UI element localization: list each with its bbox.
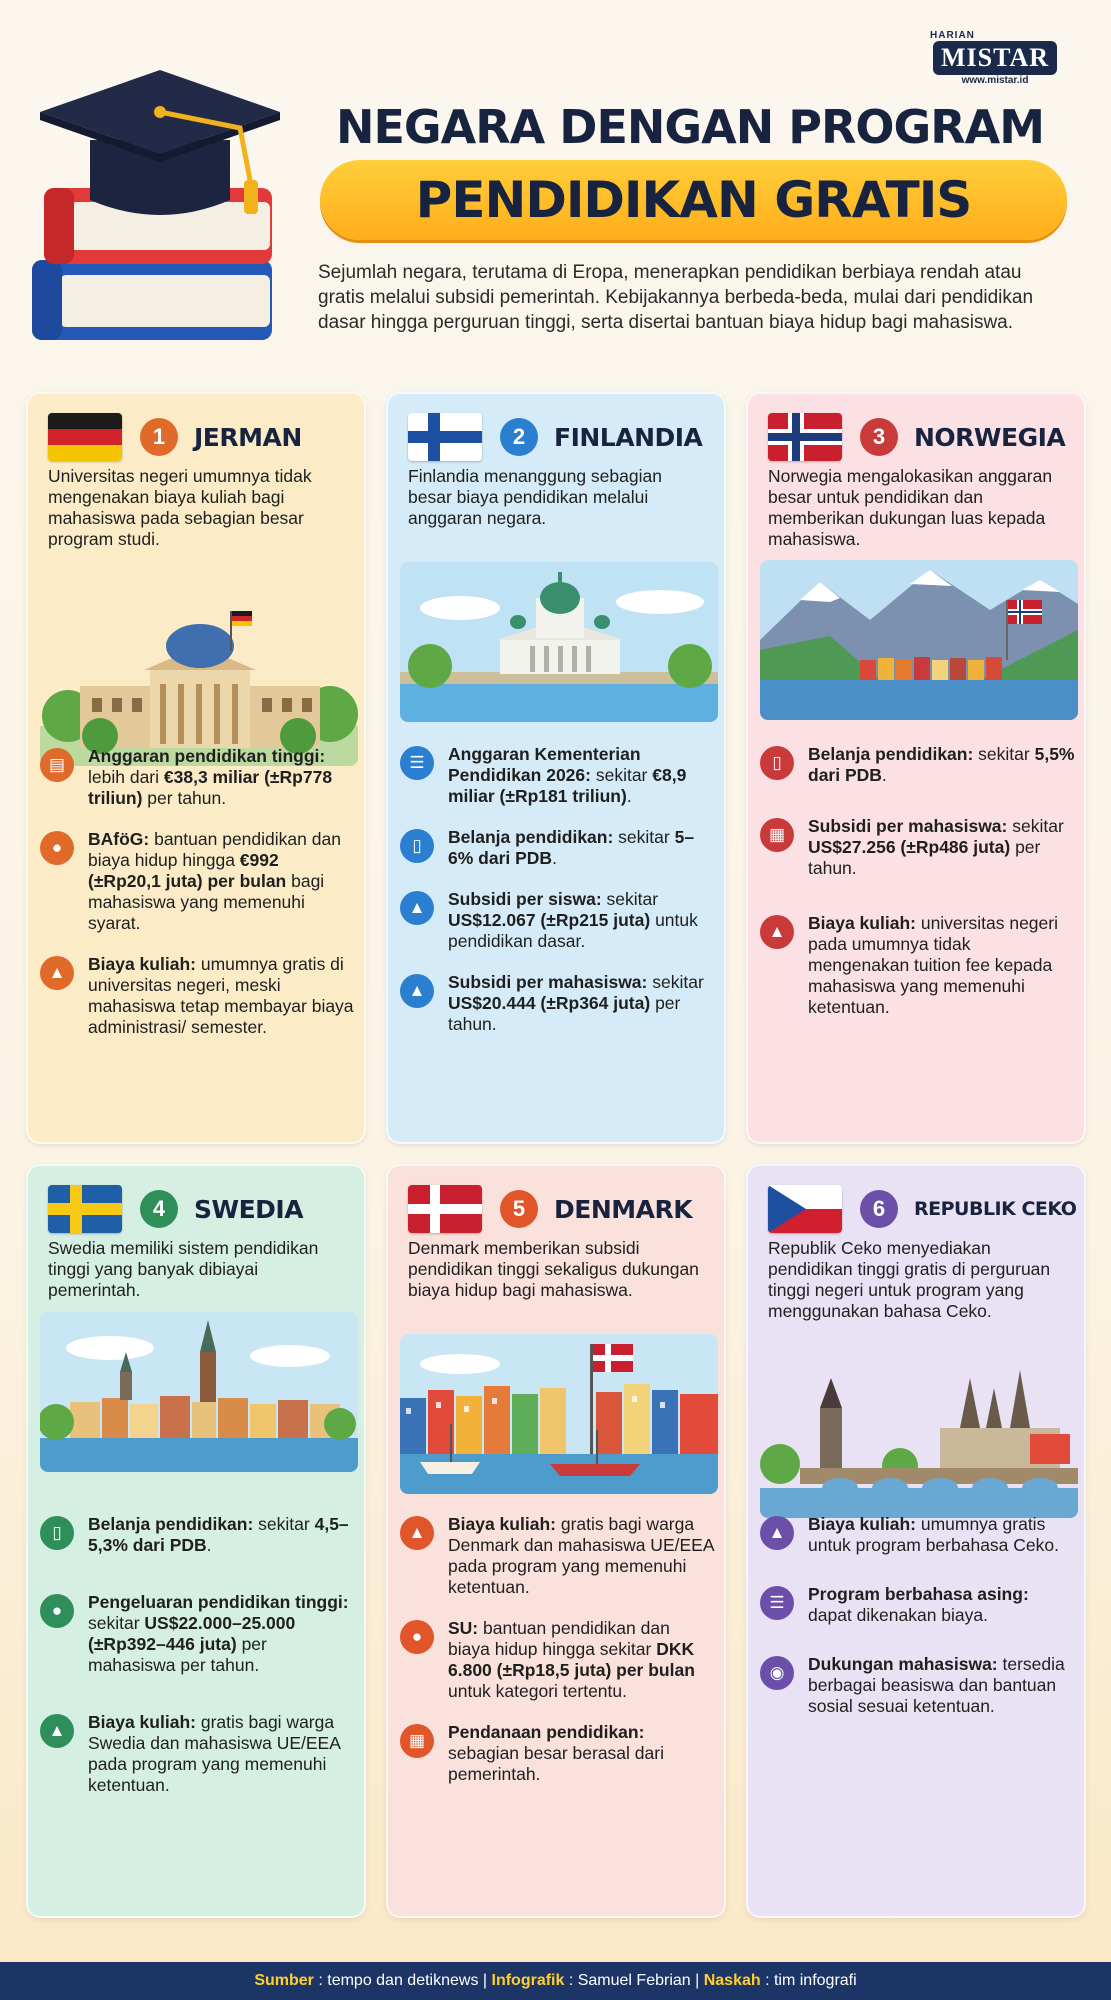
country-description: Republik Ceko menyediakan pendidikan tinggi gratis di perguruan tinggi negeri untuk program yang menggunakan bahasa Ceko. bbox=[768, 1238, 1051, 1321]
header bbox=[0, 0, 1111, 380]
norway-fjord-illustration bbox=[760, 560, 1078, 720]
country-name: SWEDIA bbox=[194, 1194, 304, 1224]
list-item: ▦ Pendanaan pendidikan: sebagian besar berasal dari pemerintah. bbox=[400, 1722, 716, 1785]
list-item: ● Pengeluaran pendidikan tinggi: sekitar US$22.000–25.000 (±Rp392–446 juta) per mahasiswa per tahun. bbox=[40, 1592, 356, 1676]
footer-separator: | bbox=[690, 1972, 704, 1989]
list-item: ▯ Belanja pendidikan: sekitar 4,5–5,3% dari PDB. bbox=[40, 1514, 356, 1556]
card-finlandia bbox=[386, 392, 726, 1144]
intro-paragraph: Sejumlah negara, terutama di Eropa, menerapkan pendidikan berbiaya rendah atau gratis melalui subsidi pemerintah. Kebijakannya berbeda-beda, mulai dari pendidikan dasar hingga perguruan tinggi, serta disertai bantuan biaya hidup bagi mahasiswa. bbox=[318, 262, 1034, 333]
document-icon: ☰ bbox=[760, 1586, 794, 1620]
card-norwegia bbox=[746, 392, 1086, 1144]
info-list bbox=[400, 1514, 716, 1805]
list-item: ▲ Biaya kuliah: umumnya gratis untuk program berbahasa Ceko. bbox=[760, 1514, 1076, 1556]
graduation-books-icon bbox=[30, 70, 290, 360]
graduation-cap-icon: ▲ bbox=[40, 1714, 74, 1748]
card-republik-ceko bbox=[746, 1164, 1086, 1918]
finland-flag-icon bbox=[408, 413, 482, 461]
footer-script-value: : tim infografi bbox=[760, 1972, 857, 1989]
helsinki-cathedral-illustration bbox=[400, 562, 718, 722]
norway-flag-icon bbox=[768, 413, 842, 461]
list-item: ▲ Subsidi per mahasiswa: sekitar US$20.444 (±Rp364 juta) per tahun. bbox=[400, 972, 716, 1035]
number-badge: 6 bbox=[860, 1190, 898, 1228]
user-icon: ● bbox=[40, 831, 74, 865]
page-subtitle-pill: PENDIDIKAN GRATIS bbox=[320, 160, 1067, 240]
list-item: ☰ Program berbahasa asing: dapat dikenakan biaya. bbox=[760, 1584, 1076, 1626]
prague-castle-bridge-illustration bbox=[760, 1358, 1078, 1518]
list-item: ▲ Biaya kuliah: umumnya gratis di universitas negeri, meski mahasiswa tetap membayar biaya administrasi/ semester. bbox=[40, 954, 356, 1038]
list-item: ▦ Subsidi per mahasiswa: sekitar US$27.256 (±Rp486 juta) per tahun. bbox=[760, 816, 1076, 879]
country-name: NORWEGIA bbox=[914, 422, 1066, 452]
card-jerman bbox=[26, 392, 366, 1144]
university-building-illustration bbox=[40, 606, 358, 766]
footer-separator: | bbox=[478, 1972, 492, 1989]
country-description: Denmark memberikan subsidi pendidikan tinggi sekaligus dukungan biaya hidup bagi mahasiswa. bbox=[408, 1238, 699, 1300]
info-list bbox=[760, 744, 1076, 1038]
country-name: FINLANDIA bbox=[554, 422, 703, 452]
chart-icon: ▯ bbox=[400, 829, 434, 863]
number-badge: 1 bbox=[140, 418, 178, 456]
logo-url: www.mistar.id bbox=[961, 75, 1029, 86]
logo-top-text: HARIAN bbox=[930, 30, 975, 41]
graduation-cap-icon: ▲ bbox=[400, 1516, 434, 1550]
nyhavn-harbor-illustration bbox=[400, 1334, 718, 1494]
denmark-flag-icon bbox=[408, 1185, 482, 1233]
info-list bbox=[400, 744, 716, 1055]
number-badge: 3 bbox=[860, 418, 898, 456]
czech-flag-icon bbox=[768, 1185, 842, 1233]
school-icon: ▲ bbox=[400, 891, 434, 925]
sweden-flag-icon bbox=[48, 1185, 122, 1233]
card-swedia bbox=[26, 1164, 366, 1918]
country-description: Swedia memiliki sistem pendidikan tinggi yang banyak dibiayai pemerintah. bbox=[48, 1238, 319, 1300]
list-item: ▲ Biaya kuliah: gratis bagi warga Swedia dan mahasiswa UE/EEA pada program yang memenuhi ketentuan. bbox=[40, 1712, 356, 1796]
logo-name: MISTAR bbox=[933, 41, 1057, 75]
mistar-logo[interactable] bbox=[926, 30, 1064, 92]
list-item: ▯ Belanja pendidikan: sekitar 5–6% dari PDB. bbox=[400, 827, 716, 869]
building-icon: ▦ bbox=[760, 818, 794, 852]
graduation-cap-icon: ▲ bbox=[760, 915, 794, 949]
page-title: NEGARA DENGAN PROGRAM bbox=[335, 100, 1045, 154]
list-item: ▯ Belanja pendidikan: sekitar 5,5% dari PDB. bbox=[760, 744, 1076, 786]
number-badge: 5 bbox=[500, 1190, 538, 1228]
group-icon: ◉ bbox=[760, 1656, 794, 1690]
footer-source-value: : tempo dan detiknews bbox=[313, 1972, 479, 1989]
footer-source-label: Sumber bbox=[254, 1972, 314, 1989]
list-item: ▲ Biaya kuliah: gratis bagi warga Denmark dan mahasiswa UE/EEA pada program yang memenuhi ketentuan. bbox=[400, 1514, 716, 1598]
document-icon: ☰ bbox=[400, 746, 434, 780]
list-item: ● SU: bantuan pendidikan dan biaya hidup hingga sekitar DKK 6.800 (±Rp18,5 juta) per bulan untuk kategori tertentu. bbox=[400, 1618, 716, 1702]
footer-infographic-label: Infografik bbox=[491, 1972, 565, 1989]
info-list bbox=[40, 746, 356, 1058]
number-badge: 2 bbox=[500, 418, 538, 456]
stockholm-old-town-illustration bbox=[40, 1312, 358, 1472]
bank-icon: ▦ bbox=[400, 1724, 434, 1758]
list-item: ▲ Biaya kuliah: universitas negeri pada umumnya tidak mengenakan tuition fee kepada mahasiswa yang memenuhi ketentuan. bbox=[760, 913, 1076, 1018]
graduation-cap-icon: ▲ bbox=[40, 956, 74, 990]
info-list bbox=[40, 1514, 356, 1816]
chart-icon: ▯ bbox=[40, 1516, 74, 1550]
country-name: REPUBLIK CEKO bbox=[914, 1198, 1077, 1220]
footer-script-label: Naskah bbox=[703, 1972, 761, 1989]
info-list bbox=[760, 1514, 1076, 1737]
country-description: Universitas negeri umumnya tidak mengenakan biaya kuliah bagi mahasiswa pada sebagian besar program studi. bbox=[48, 466, 312, 549]
user-icon: ● bbox=[400, 1620, 434, 1654]
footer-infographic-value: : Samuel Febrian bbox=[564, 1972, 691, 1989]
card-denmark bbox=[386, 1164, 726, 1918]
user-icon: ● bbox=[40, 1594, 74, 1628]
chart-icon: ▯ bbox=[760, 746, 794, 780]
country-description: Finlandia menanggung sebagian besar biaya pendidikan melalui anggaran negara. bbox=[408, 466, 662, 528]
number-badge: 4 bbox=[140, 1190, 178, 1228]
graduation-cap-icon: ▲ bbox=[760, 1516, 794, 1550]
list-item: ● BAföG: bantuan pendidikan dan biaya hidup hingga €992 (±Rp20,1 juta) per bulan bagi mahasiswa yang memenuhi syarat. bbox=[40, 829, 356, 934]
germany-flag-icon bbox=[48, 413, 122, 461]
list-item: ▤ Anggaran pendidikan tinggi: lebih dari €38,3 miliar (±Rp778 triliun) per tahun. bbox=[40, 746, 356, 809]
list-item: ▲ Subsidi per siswa: sekitar US$12.067 (±Rp215 juta) untuk pendidikan dasar. bbox=[400, 889, 716, 952]
money-icon: ▤ bbox=[40, 748, 74, 782]
country-description: Norwegia mengalokasikan anggaran besar untuk pendidikan dan memberikan dukungan luas kepada mahasiswa. bbox=[768, 466, 1053, 549]
country-name: DENMARK bbox=[554, 1194, 693, 1224]
list-item: ☰ Anggaran Kementerian Pendidikan 2026: sekitar €8,9 miliar (±Rp181 triliun). bbox=[400, 744, 716, 807]
footer-credits bbox=[0, 1962, 1111, 2000]
country-name: JERMAN bbox=[194, 422, 302, 452]
graduation-cap-icon: ▲ bbox=[400, 974, 434, 1008]
list-item: ◉ Dukungan mahasiswa: tersedia berbagai beasiswa dan bantuan sosial sesuai ketentuan. bbox=[760, 1654, 1076, 1717]
